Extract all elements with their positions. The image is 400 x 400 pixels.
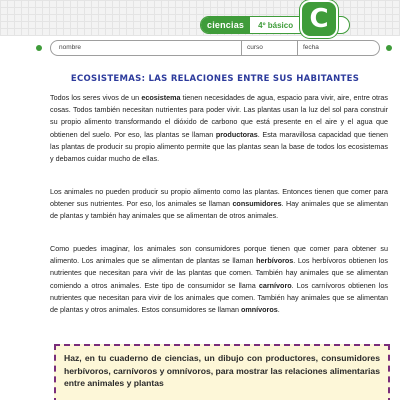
paragraph-producers — [50, 92, 388, 165]
key-term: carnívoro — [258, 280, 292, 290]
grade-label: 4º básico — [258, 20, 294, 30]
key-term: productoras — [215, 129, 258, 139]
page-title: ECOSISTEMAS: LAS RELACIONES ENTRE SUS HABITANTES — [70, 74, 360, 84]
text-run: . — [277, 305, 280, 315]
field-divider — [297, 41, 298, 55]
paragraph-consumer-types — [50, 243, 388, 316]
text-run: . Esta maravillosa capacidad que tienen las plantas de producir su propio alimento permite que las plantas sean la base de todos los ecosistemas y debamos cuidar mucho de ellas. — [50, 129, 388, 164]
name-row-right-dot — [386, 45, 392, 51]
key-term: consumidores — [232, 199, 282, 209]
text-run: . Los carnívoros obtienen los nutrientes que necesitan para vivir de los animales que comen. También hay animales que se alimentan de plantas y otros animales. Estos consumidores se llaman — [50, 280, 388, 315]
activity-box: Haz, en tu cuaderno de ciencias, un dibujo con productores, consumidores herbívoros, carnívoros y omnívoros, para mostrar las relaciones alimentarias entre animales y plantas — [54, 344, 390, 400]
paragraph-consumers — [50, 186, 388, 223]
date-field-label: fecha — [303, 44, 319, 51]
key-term: herbívoros — [256, 256, 294, 266]
name-row-left-dot — [36, 45, 42, 51]
student-info-row — [50, 40, 380, 56]
text-run: Los animales no pueden producir su propio alimento como las plantas. Entonces tienen que comer para obtener sus nutrientes. Por eso, los animales se llaman — [50, 187, 388, 209]
subject-label: ciencias — [201, 17, 250, 33]
subject-badge: C — [302, 2, 336, 36]
text-run: . Hay animales que se alimentan de plantas y también hay animales que se alimentan de otros animales. — [50, 199, 388, 221]
key-term: ecosistema — [141, 93, 181, 102]
text-run: Todos los seres vivos de un — [50, 93, 142, 102]
text-run: tienen necesidades de agua, espacio para vivir, aire, entre otras cosas. Todos también necesitan nutrientes para poder vivir. Las plantas usan la luz del sol para construir su propio alimento transformando el dióxido de carbono que está presente en el aire y el agua que obtienen del suelo. Por eso, las plantas se llaman — [50, 93, 388, 139]
text-run: Como puedes imaginar, los animales son consumidores porque tienen que comer para obtener su alimento. Los animales que se alimentan de plantas se llaman — [50, 244, 388, 266]
course-field-label: curso — [247, 44, 263, 51]
name-field-label: nombre — [59, 44, 82, 51]
text-run: . Los herbívoros obtienen los nutrientes que necesitan para vivir de las plantas que comen. También hay animales que se alimentan comiendo a otros animales. Este tipo de consumidor se llama — [50, 256, 388, 290]
field-divider — [241, 41, 242, 55]
key-term: omnívoros — [240, 305, 278, 315]
